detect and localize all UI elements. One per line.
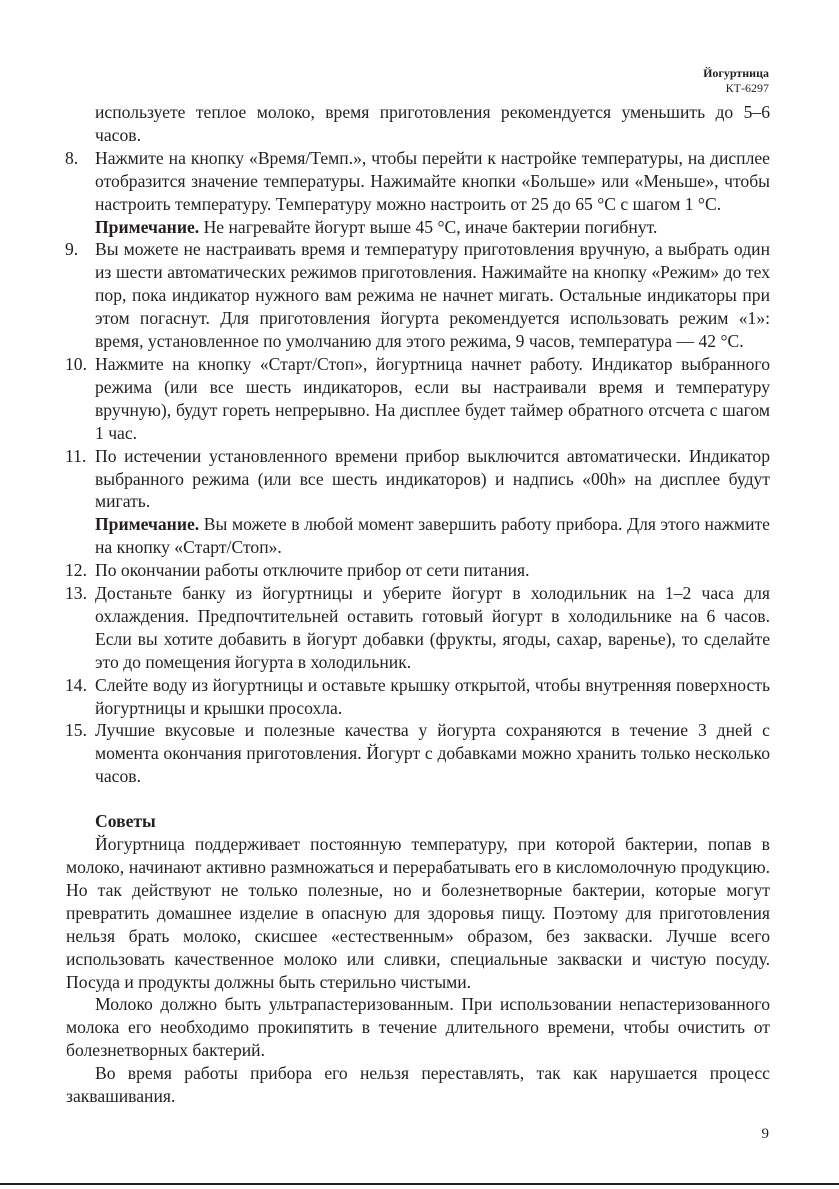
step-number: 13. <box>65 583 87 604</box>
step-item <box>65 719 770 788</box>
step-item <box>65 445 770 560</box>
step-item <box>65 353 770 445</box>
tips-paragraph: Йогуртница поддерживает постоянную температуру, при которой бактерии, попав в молоко, начинают активно размножаться и перерабатывать его в кисломолочную продукцию. Но так действуют не только полезные, но и болезнетворные бактерии, которые могут превратить домашнее изделие в опасную для здоровья пищу. Поэтому для приготовления нельзя брать молоко, скисшее «естественным» образом, без закваски. Лучше всего использовать качественное молоко или сливки, специальные закваски и чистую посуду. Посуда и продукты должны быть стерильно чистыми. <box>66 834 770 992</box>
step-text: Лучшие вкусовые и полезные качества у йогурта сохраняются в течение 3 дней с момента окончания приготовления. Йогурт с добавками можно хранить только несколько часов. <box>95 720 770 787</box>
step-number: 15. <box>65 720 87 741</box>
step-note <box>95 513 770 559</box>
note-text: Не нагревайте йогурт выше 45 °C, иначе бактерии погибнут. <box>199 216 658 237</box>
tips-heading: Советы <box>95 811 156 832</box>
step-text: По истечении установленного времени прибор выключится автоматически. Индикатор выбранного режима (или все шесть индикаторов) и надпись «00h» на дисплее будут мигать. <box>95 445 770 512</box>
step-number: 9. <box>65 239 79 260</box>
page-number: 9 <box>761 1126 769 1142</box>
bottom-rule <box>0 1183 839 1185</box>
page-content <box>65 101 770 1108</box>
steps-list <box>65 147 770 788</box>
step-item <box>65 674 770 720</box>
step-text: Нажмите на кнопку «Время/Темп.», чтобы перейти к настройке температуры, на дисплее отобразится значение температуры. Нажимайте кнопки «Больше» или «Меньше», чтобы настроить температуру. Температуру можно настроить от 25 до 65 °C с шагом 1 °C. <box>95 147 770 214</box>
step-item <box>65 238 770 353</box>
step-item <box>65 582 770 674</box>
continued-paragraph: используете теплое молоко, время приготовления рекомендуется уменьшить до 5–6 часов. <box>95 102 770 145</box>
step-text: Слейте воду из йогуртницы и оставьте крышку открытой, чтобы внутренняя поверхность йогуртницы и крышки просохла. <box>95 674 770 718</box>
note-label: Примечание. <box>95 514 200 535</box>
step-text: Нажмите на кнопку «Старт/Стоп», йогуртница начнет работу. Индикатор выбранного режима (или все шесть индикаторов, если вы настраивали время и температуру вручную), будут гореть непрерывно. На дисплее будет таймер обратного отсчета с шагом 1 час. <box>95 353 770 443</box>
step-number: 14. <box>65 674 87 695</box>
note-text: Вы можете в любой момент завершить работу прибора. Для этого нажмите на кнопку «Старт/Стоп». <box>95 514 770 558</box>
step-item <box>65 147 770 239</box>
step-text: Достаньте банку из йогуртницы и уберите йогурт в холодильник на 1–2 часа для охлаждения. Предпочтительней оставить готовый йогурт в холодильнике на 6 часов. Если вы хотите добавить в йогурт добавки (фрукты, ягоды, сахар, варенье), то сделайте это до помещения йогурта в холодильник. <box>95 583 770 672</box>
step-number: 10. <box>65 353 87 374</box>
running-header <box>703 66 769 96</box>
step-number: 12. <box>65 560 87 581</box>
header-title: Йогуртница <box>703 66 769 80</box>
step-number: 11. <box>65 445 87 466</box>
step-item <box>65 559 770 582</box>
tips-paragraph: Во время работы прибора его нельзя переставлять, так как нарушается процесс заквашивания. <box>66 1063 770 1107</box>
tips-paragraph: Молоко должно быть ультрапастеризованным. При использовании непастеризованного молока его необходимо прокипятить в течение длительного времени, чтобы очистить от болезнетворных бактерий. <box>66 994 770 1061</box>
header-model: КТ-6297 <box>725 81 769 95</box>
step-note <box>95 216 770 239</box>
note-label: Примечание. <box>95 216 200 237</box>
step-text: По окончании работы отключите прибор от сети питания. <box>95 560 530 581</box>
step-number: 8. <box>65 147 79 168</box>
step-text: Вы можете не настраивать время и температуру приготовления вручную, а выбрать один из шести автоматических режимов приготовления. Нажимайте на кнопку «Режим» до тех пор, пока индикатор нужного вам режима не начнет мигать. Остальные индикаторы при этом погаснут. Для приготовления йогурта рекомендуется использовать режим «1»: время, установленное по умолчанию для этого режима, 9 часов, температура — 42 °C. <box>95 239 770 352</box>
